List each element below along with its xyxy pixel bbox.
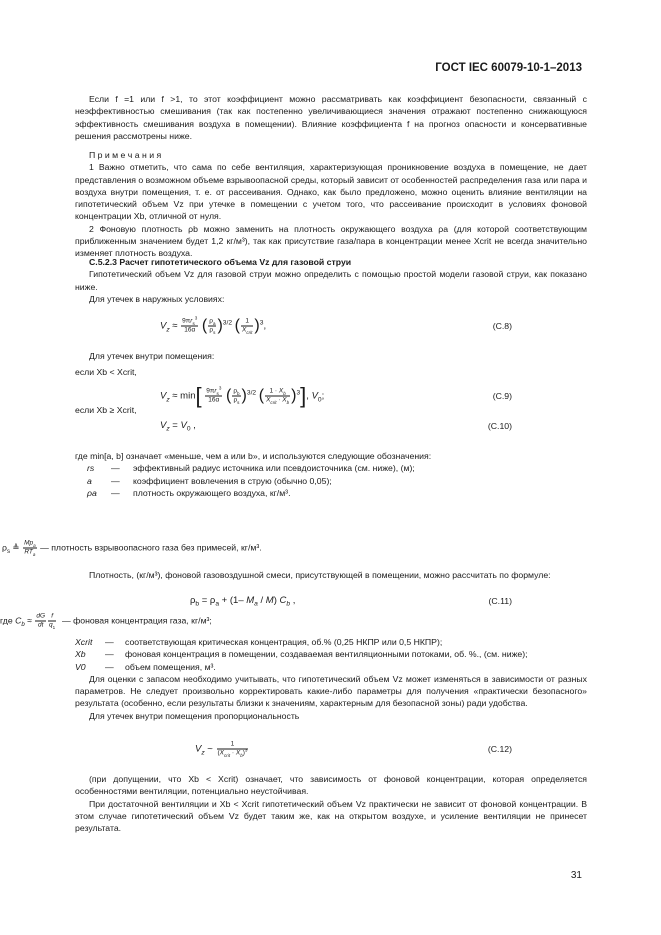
equation-c9-formula: $V_z \approx \min$[ $9\pi r_s^3$ 16α ( $\frac{\rho_b}{\rho_s}$ )$^{3/2}$ ( $1 \cdot X_b$ $X_{crit} \cdot X_b$ )$^3$], $V_0$;: [160, 383, 325, 408]
intro-paragraph: [75, 93, 587, 142]
notes-heading: П р и м е ч а н и я: [89, 150, 162, 160]
definition-text: эффективный радиус источника или псевдоисточника (см. ниже), (м);: [133, 463, 415, 474]
density-intro-block: [75, 569, 587, 581]
intro-text: Если f =1 или f >1, то этот коэффициент можно рассматривать как коэффициент безопасности, связанный с неэффективностью смешивания (так как постепенно увеличивающиеся значения отражают постепенно снижающуюся эффективность смешивания воздуха в помещении). Влияние коэффициента f на прогноз опасности и консервативные решения рассмотрены ниже.: [75, 94, 587, 141]
page-number: 31: [570, 870, 582, 881]
closing-block: [75, 773, 587, 834]
indoor-label-block: [75, 350, 587, 362]
rho-s-text: — плотность взрывоопасного газа без примесей, кг/м³.: [40, 542, 262, 553]
definitions2-block: [75, 636, 587, 722]
condition-less-block: [75, 366, 587, 378]
definition-row: [75, 636, 528, 648]
equation-c9-number: (C.9): [492, 390, 512, 401]
equation-c8: [0, 312, 512, 340]
definition-dash: —: [111, 463, 120, 474]
equation-c12-formula: $V_z$ ~ 1 $(X_{crit} \cdot X_b)^3$: [195, 740, 248, 758]
equation-c11-formula: $\rho_b = \rho_a + (1-$ $M_a / M$) $C_b$ ,: [190, 594, 296, 608]
equation-c10-formula: $V_z = V_0$ ,: [160, 419, 196, 433]
equation-c10: [0, 413, 512, 439]
definition-dash: —: [105, 661, 114, 672]
rho-s-definition: [0, 534, 512, 562]
definition-row: [75, 661, 528, 673]
note-2: 2 Фоновую плотность ρb можно заменить на плотность окружающего воздуха ρa (для которой соответствующим приближенным значением будет 1,2 кг/м³), так как присутствие газа/пара в концентрации менее Xcrit не всегда значительно изменяет плотность воздуха.: [75, 223, 587, 259]
condition-geq: если Xb ≥ Xcrit,: [75, 405, 137, 415]
caution-paragraph: Для оценки с запасом необходимо учитывать, что гипотетический объем Vz может изменяться в зависимости от разных параметров. Не следует произвольно корректировать какие-либо параметры для получения «практически безопасного» результата (особенно, если результаты близки к значениям, характерным для безопасной зоны) ради удобства.: [75, 673, 587, 709]
proportional-label: Для утечек внутри помещения пропорциональность: [89, 710, 300, 721]
condition-less: если Xb < Xcrit,: [75, 367, 137, 377]
min-definition: где min[a, b] означает «меньше, чем a или b», и используются следующие обозначения:: [75, 451, 432, 461]
equation-c8-formula: $V_z$ ≈ $9\pi r_s^3$ 16α ( $\frac{\rho_a}{\rho_s}$ )$^{3/2}$ ( 1 $X_{crit}$ )$^3$,: [160, 315, 267, 335]
equation-c12: [0, 733, 512, 765]
assumption-paragraph: (при допущении, что Xb < Xcrit) означает, что зависимость от фоновой концентрации, которая определяется особенностями вентиляции, потенциально неустойчивая.: [75, 774, 587, 797]
definition-text: коэффициент вовлечения в струю (обычно 0,05);: [133, 475, 332, 486]
definitions2-table: [75, 636, 528, 673]
definition-dash: —: [111, 475, 120, 486]
definition-symbol: ρa: [87, 487, 97, 498]
definition-row: [75, 462, 415, 474]
section-heading: С.5.2.3 Расчет гипотетического объема Vz для газовой струи: [89, 257, 352, 267]
definition-text: соответствующая критическая концентрация, об.% (0,25 НКПР или 0,5 НКПР);: [125, 637, 443, 647]
density-intro: Плотность, (кг/м³), фоновой газовоздушной смеси, присутствующей в помещении, можно рассчитать по формуле:: [89, 570, 551, 580]
definition-text: фоновая концентрация в помещении, создаваемая вентиляционными потоками, об. %., (см. ниже);: [125, 649, 528, 660]
note-1: 1 Важно отметить, что сама по себе вентиляция, характеризующая проникновение воздуха в помещение, не дает представления о возможном объеме взрывоопасной среды, который зависит от особенностей распределения газа или пара и воздуха внутри помещения, т. е. от рассеивания. Однако, как было предложено, можно оценить влияние вентиляции на гипотетический объем Vz при утечке в помещении с учетом того, что рассеивание происходит в условиях фоновой концентрации Xb, отличной от нуля.: [75, 162, 588, 222]
definition-symbol: rs: [87, 463, 95, 474]
equation-c11-number: (C.11): [488, 595, 512, 606]
definition-row: [75, 487, 415, 499]
outdoor-label: Для утечек в наружных условиях:: [89, 293, 225, 304]
notes-block: [75, 149, 587, 260]
equation-c10-number: (C.10): [487, 420, 512, 431]
cb-definition: [0, 607, 512, 635]
equation-c12-number: (C.12): [487, 743, 512, 754]
definition-dash: —: [105, 649, 114, 660]
definition-symbol: a: [87, 475, 92, 486]
standard-header: ГОСТ IEC 60079-10-1–2013: [435, 62, 582, 74]
definition-row: [75, 475, 415, 487]
definition-text: плотность окружающего воздуха, кг/м³.: [133, 487, 291, 498]
definition-dash: —: [105, 637, 114, 647]
definition-symbol: V0: [75, 661, 86, 672]
cb-formula: где $C_b$ ≈ $\frac{dG}{dt}$ $\frac{f}{q_1}$ — фоновая концентрация газа, кг/м³;: [0, 612, 212, 630]
definitions-block: [75, 450, 587, 499]
definition-row: [75, 648, 528, 660]
rho-s-formula: $\rho_s$ ≜ $Mp_a$ $RT_a$ — плотность взрывоопасного газа без примесей, кг/м³.: [2, 539, 262, 557]
definition-symbol: Xcrit: [75, 637, 93, 647]
definition-text: объем помещения, м³.: [125, 661, 216, 672]
section-c523: [75, 256, 587, 305]
definitions-table: [75, 462, 415, 499]
section-intro: Гипотетический объем Vz для газовой струи можно определить с помощью простой модели газовой струи, как показано ниже.: [75, 269, 587, 292]
indoor-label: Для утечек внутри помещения:: [89, 351, 215, 361]
cb-text: — фоновая концентрация газа, кг/м³;: [62, 615, 212, 626]
definition-dash: —: [111, 487, 120, 498]
equation-c8-number: (C.8): [492, 320, 512, 331]
definition-symbol: Xb: [75, 649, 86, 660]
final-paragraph: При достаточной вентиляции и Xb < Xcrit гипотетический объем Vz практически не зависит от фоновой концентрации. В этом случае гипотетический объем Vz будет таким же, как на открытом воздухе, и усиление вентиляции не принесет результата.: [75, 798, 587, 834]
